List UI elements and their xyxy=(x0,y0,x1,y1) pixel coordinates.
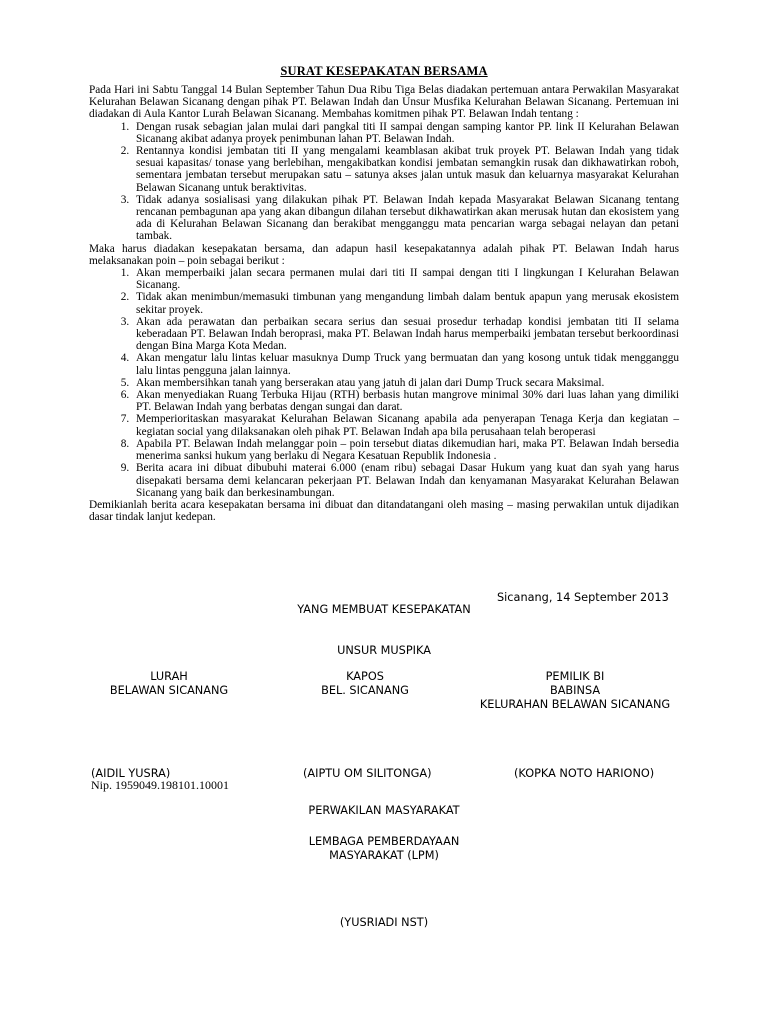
list-item: 9. Berita acara ini dibuat dibubuhi materai 6.000 (enam ribu) sebagai Dasar Hukum yang kuat dan syah yang harus disepakati bersama demi kelancaran pekerjaan PT. Belawan Indah dan kenyamanan Masyarakat Kelurahan Belawan Sicanang yang baik dan berkesinambungan. xyxy=(132,462,679,499)
intro-paragraph: Pada Hari ini Sabtu Tanggal 14 Bulan September Tahun Dua Ribu Tiga Belas diadakan pertemuan antara Perwakilan Masyarakat Kelurahan Belawan Sicanang dengan pihak PT. Belawan Indah dan Unsur Musfika Kelurahan Belawan Sicanang. Pertemuan ini diadakan di Aula Kantor Lurah Belawan Sicanang. Membahas komitmen pihak PT. Belawan Indah tentang : xyxy=(89,84,679,121)
lpm-name: (YUSRIADI NST) xyxy=(339,916,429,929)
agreement-intro-paragraph: Maka harus diadakan kesepakatan bersama, dan adapun hasil kesepakatannya adalah pihak PT. Belawan Indah harus melaksanakan poin – poin sebagai berikut : xyxy=(89,242,679,267)
list-item: 2. Tidak akan menimbun/memasuki timbunan yang mengandung limbah dalam bentuk apapun yang merusak ekosistem sekitar proyek. xyxy=(132,291,679,315)
babinsa-title: PEMILIK BI xyxy=(545,670,605,683)
list-item: 1. Dengan rusak sebagian jalan mulai dari pangkal titi II sampai dengan samping kantor PP. link II Kelurahan Belawan Sicanang akibat adanya proyek penimbunan lahan PT. Belawan Indah. xyxy=(132,121,679,145)
closing-paragraph: Demikianlah berita acara kesepakatan bersama ini dibuat dan ditandatangani oleh masing – masing perwakilan untuk dijadikan dasar tindak lanjut kedepan. xyxy=(89,498,679,524)
lurah-nip: Nip. 1959049.198101.10001 xyxy=(91,778,229,792)
list-item: 7. Memperioritaskan masyarakat Kelurahan Belawan Sicanang apabila ada penyerapan Tenaga Kerja dan kegiatan – kegiatan social yang dilaksanakan oleh pihak PT. Belawan Indah apa bila perusahaan telah beroperasi xyxy=(132,413,679,437)
list-item: 8. Apabila PT. Belawan Indah melanggar poin – poin tersebut diatas dikemudian hari, maka PT. Belawan Indah bersedia menerima sanksi hukum yang berlaku di Negara Kesatuan Republik Indonesia . xyxy=(132,438,679,462)
signers-heading: YANG MEMBUAT KESEPAKATAN xyxy=(297,603,471,616)
document-body xyxy=(89,84,679,523)
muspika-heading: UNSUR MUSPIKA xyxy=(337,644,431,657)
list-item: 5. Akan membersihkan tanah yang berserakan atau yang jatuh di jalan dari Dump Truck secara Maksimal. xyxy=(132,377,679,389)
list-item: 6. Akan menyediakan Ruang Terbuka Hijau (RTH) berbasis hutan mangrove minimal 30% dari luas lahan yang dimiliki PT. Belawan Indah yang berbatas dengan sungai dan darat. xyxy=(132,389,679,413)
kapos-title: KAPOS xyxy=(346,670,384,683)
lpm-title: LEMBAGA PEMBERDAYAAN xyxy=(308,835,460,848)
place-date: Sicanang, 14 September 2013 xyxy=(497,591,669,604)
list-item: 3. Tidak adanya sosialisasi yang dilakukan pihak PT. Belawan Indah kepada Masyarakat Belawan Sicanang tentang rencanan pembagunan apa yang akan dibangun dilahan tersebut dikhawatirkan akan merusak hutan dan ekosistem yang ada di Kelurahan Belawan Sicanang dan berakibat mengganggu mata pencarian warga sebagai nelayan dan petani tambak. xyxy=(132,194,679,243)
list-item: 3. Akan ada perawatan dan perbaikan secara serius dan sesuai prosedur terhadap kondisi jembatan titi II selama keberadaan PT. Belawan Indah beroprasi, maka PT. Belawan Indah harus memperbaiki jembatan tersebut berkoordinasi dengan Bina Marga Kota Medan. xyxy=(132,316,679,353)
issues-list xyxy=(89,121,679,243)
babinsa-name: (KOPKA NOTO HARIONO) xyxy=(514,767,655,780)
lurah-title: LURAH xyxy=(150,670,188,683)
kapos-office: BEL. SICANANG xyxy=(321,684,409,697)
babinsa-area: KELURAHAN BELAWAN SICANANG xyxy=(479,698,671,711)
masyarakat-heading: PERWAKILAN MASYARAKAT xyxy=(308,804,460,817)
document-title: SURAT KESEPAKATAN BERSAMA xyxy=(280,64,488,78)
list-item: 1. Akan memperbaiki jalan secara permanen mulai dari titi II sampai dengan titi I lingkungan I Kelurahan Belawan Sicanang. xyxy=(132,267,679,291)
list-item: 2. Rentannya kondisi jembatan titi II yang mengalami keamblasan akibat truk proyek PT. Belawan Indah yang tidak sesuai kapasitas/ tonase yang berlebihan, mengakibatkan kondisi jembatan semangkin rusak dan dikhawatirkan roboh, sementara jembatan tersebut merupakan satu – satunya akses jalan untuk masuk dan keluarnya masyarakat Kelurahan Belawan Sicanang untuk beraktivitas. xyxy=(132,145,679,194)
lurah-office: BELAWAN SICANANG xyxy=(109,684,229,697)
agreement-points-list xyxy=(89,267,679,499)
babinsa-office: BABINSA xyxy=(549,684,601,697)
lurah-name: (AIDIL YUSRA) xyxy=(91,767,171,780)
list-item: 4. Akan mengatur lalu lintas keluar masuknya Dump Truck yang bermuatan dan yang kosong untuk tidak mengganggu lalu lintas pengguna jalan lainnya. xyxy=(132,352,679,376)
kapos-name: (AIPTU OM SILITONGA) xyxy=(303,767,432,780)
lpm-subtitle: MASYARAKAT (LPM) xyxy=(329,849,439,862)
